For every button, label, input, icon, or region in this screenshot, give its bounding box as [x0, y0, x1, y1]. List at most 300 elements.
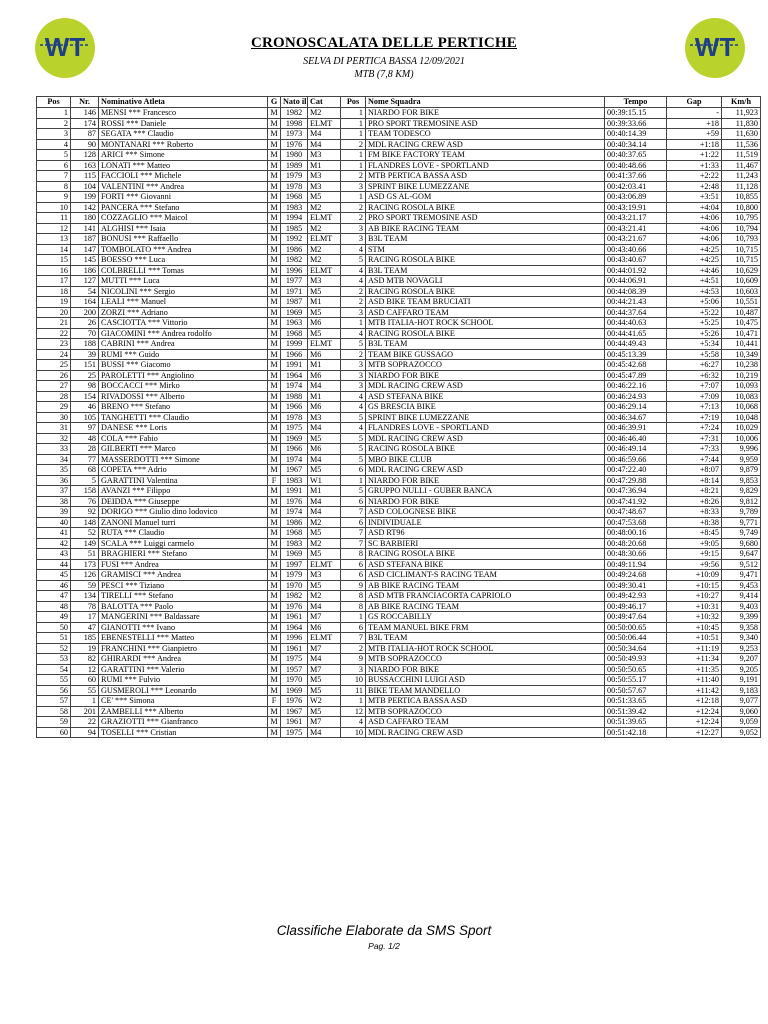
athlete-cell: ZORZI *** Adriano [99, 307, 268, 318]
bib-cell: 52 [71, 528, 99, 539]
born-cell: 1975 [281, 423, 308, 434]
gender-cell: M [268, 213, 281, 224]
table-row [37, 192, 761, 203]
team-cell: MDL RACING CREW ASD [366, 139, 605, 150]
table-row [37, 517, 761, 528]
speed-cell: 9,647 [722, 549, 761, 560]
gap-cell: +2:22 [667, 171, 722, 182]
gender-cell: M [268, 612, 281, 623]
time-cell: 00:46:49.14 [605, 444, 667, 455]
table-row [37, 664, 761, 675]
team-cell: NIARDO FOR BIKE [366, 475, 605, 486]
time-cell: 00:50:06.44 [605, 633, 667, 644]
table-row [37, 360, 761, 371]
category-pos-cell: 8 [341, 591, 366, 602]
category-pos-cell: 7 [341, 528, 366, 539]
table-row [37, 643, 761, 654]
bib-cell: 47 [71, 622, 99, 633]
time-cell: 00:45:13.39 [605, 349, 667, 360]
bib-cell: 146 [71, 108, 99, 119]
gender-cell: M [268, 255, 281, 266]
gender-cell: M [268, 171, 281, 182]
table-row [37, 454, 761, 465]
pos-cell: 39 [37, 507, 71, 518]
time-cell: 00:44:49.43 [605, 339, 667, 350]
speed-cell: 10,855 [722, 192, 761, 203]
gender-cell: M [268, 486, 281, 497]
table-row [37, 129, 761, 140]
team-cell: AB BIKE RACING TEAM [366, 601, 605, 612]
gender-cell: M [268, 339, 281, 350]
time-cell: 00:47:48.67 [605, 507, 667, 518]
category-pos-cell: 7 [341, 507, 366, 518]
category-cell: ELMT [308, 118, 341, 129]
bib-cell: 98 [71, 381, 99, 392]
category-cell: M2 [308, 538, 341, 549]
time-cell: 00:51:33.65 [605, 696, 667, 707]
pos-cell: 11 [37, 213, 71, 224]
time-cell: 00:45:42.68 [605, 360, 667, 371]
speed-cell: 9,358 [722, 622, 761, 633]
table-row [37, 570, 761, 581]
time-cell: 00:44:06.91 [605, 276, 667, 287]
pos-cell: 4 [37, 139, 71, 150]
col-header-time: Tempo [605, 97, 667, 108]
team-cell: FM BIKE FACTORY TEAM [366, 150, 605, 161]
born-cell: 1964 [281, 370, 308, 381]
category-cell: M5 [308, 307, 341, 318]
speed-cell: 9,996 [722, 444, 761, 455]
gender-cell: M [268, 549, 281, 560]
gap-cell: +5:58 [667, 349, 722, 360]
time-cell: 00:43:19.91 [605, 202, 667, 213]
speed-cell: 9,399 [722, 612, 761, 623]
gender-cell: M [268, 307, 281, 318]
category-pos-cell: 3 [341, 360, 366, 371]
speed-cell: 11,536 [722, 139, 761, 150]
pos-cell: 28 [37, 391, 71, 402]
born-cell: 1966 [281, 402, 308, 413]
born-cell: 1989 [281, 160, 308, 171]
pos-cell: 34 [37, 454, 71, 465]
athlete-cell: DORIGO *** Giulio dino lodovico [99, 507, 268, 518]
col-header-born: Nato il [281, 97, 308, 108]
category-pos-cell: 1 [341, 129, 366, 140]
bib-cell: 78 [71, 601, 99, 612]
gender-cell: M [268, 402, 281, 413]
born-cell: 1982 [281, 591, 308, 602]
category-cell: M4 [308, 381, 341, 392]
pos-cell: 10 [37, 202, 71, 213]
pos-cell: 38 [37, 496, 71, 507]
category-pos-cell: 8 [341, 601, 366, 612]
pos-cell: 57 [37, 696, 71, 707]
speed-cell: 10,795 [722, 213, 761, 224]
bib-cell: 126 [71, 570, 99, 581]
pos-cell: 47 [37, 591, 71, 602]
gender-cell: M [268, 517, 281, 528]
born-cell: 1969 [281, 307, 308, 318]
pos-cell: 50 [37, 622, 71, 633]
time-cell: 00:49:42.93 [605, 591, 667, 602]
table-row [37, 580, 761, 591]
pos-cell: 5 [37, 150, 71, 161]
team-cell: MDL RACING CREW ASD [366, 433, 605, 444]
category-pos-cell: 7 [341, 633, 366, 644]
gap-cell: +7:07 [667, 381, 722, 392]
table-row [37, 706, 761, 717]
time-cell: 00:43:21.17 [605, 213, 667, 224]
gap-cell: +7:09 [667, 391, 722, 402]
team-cell: MBO BIKE CLUB [366, 454, 605, 465]
time-cell: 00:49:24.68 [605, 570, 667, 581]
team-cell: SPRINT BIKE LUMEZZANE [366, 412, 605, 423]
gender-cell: M [268, 328, 281, 339]
gap-cell: +4:25 [667, 255, 722, 266]
gap-cell: +4:46 [667, 265, 722, 276]
gap-cell: +9:05 [667, 538, 722, 549]
speed-cell: 10,603 [722, 286, 761, 297]
time-cell: 00:39:15.15 [605, 108, 667, 119]
pos-cell: 25 [37, 360, 71, 371]
athlete-cell: GIANOTTI *** Ivano [99, 622, 268, 633]
speed-cell: 10,006 [722, 433, 761, 444]
team-cell: GRUPPO NULLI - GUBER BANCA [366, 486, 605, 497]
gender-cell: M [268, 129, 281, 140]
table-row [37, 213, 761, 224]
category-cell: ELMT [308, 339, 341, 350]
gap-cell: +12:24 [667, 717, 722, 728]
athlete-cell: SEGATA *** Claudio [99, 129, 268, 140]
gender-cell: M [268, 570, 281, 581]
gender-cell: M [268, 192, 281, 203]
pos-cell: 7 [37, 171, 71, 182]
born-cell: 1974 [281, 381, 308, 392]
gender-cell: M [268, 654, 281, 665]
bib-cell: 19 [71, 643, 99, 654]
bib-cell: 180 [71, 213, 99, 224]
bib-cell: 115 [71, 171, 99, 182]
gap-cell: +9:56 [667, 559, 722, 570]
speed-cell: 9,789 [722, 507, 761, 518]
table-row [37, 276, 761, 287]
gender-cell: M [268, 360, 281, 371]
bib-cell: 90 [71, 139, 99, 150]
pos-cell: 48 [37, 601, 71, 612]
born-cell: 1961 [281, 612, 308, 623]
table-row [37, 202, 761, 213]
speed-cell: 9,853 [722, 475, 761, 486]
gap-cell: +10:32 [667, 612, 722, 623]
team-cell: TEAM TODESCO [366, 129, 605, 140]
team-cell: TEAM BIKE GUSSAGO [366, 349, 605, 360]
athlete-cell: AVANZI *** Filippo [99, 486, 268, 497]
gender-cell: M [268, 160, 281, 171]
team-cell: STM [366, 244, 605, 255]
gender-cell: M [268, 465, 281, 476]
pos-cell: 17 [37, 276, 71, 287]
team-cell: B3L TEAM [366, 633, 605, 644]
table-row [37, 391, 761, 402]
category-cell: M5 [308, 286, 341, 297]
category-pos-cell: 2 [341, 297, 366, 308]
team-cell: RACING ROSOLA BIKE [366, 202, 605, 213]
bib-cell: 54 [71, 286, 99, 297]
born-cell: 1968 [281, 328, 308, 339]
athlete-cell: DEIDDA *** Giuseppe [99, 496, 268, 507]
gap-cell: +1:22 [667, 150, 722, 161]
category-pos-cell: 5 [341, 433, 366, 444]
category-pos-cell: 2 [341, 349, 366, 360]
gender-cell: M [268, 727, 281, 738]
speed-cell: 9,340 [722, 633, 761, 644]
team-cell: PRO SPORT TREMOSINE ASD [366, 118, 605, 129]
speed-cell: 9,077 [722, 696, 761, 707]
pos-cell: 31 [37, 423, 71, 434]
table-row [37, 370, 761, 381]
speed-cell: 9,771 [722, 517, 761, 528]
time-cell: 00:46:34.67 [605, 412, 667, 423]
col-header-category-pos: Pos [341, 97, 366, 108]
athlete-cell: BRENO *** Stefano [99, 402, 268, 413]
bib-cell: 12 [71, 664, 99, 675]
category-pos-cell: 3 [341, 381, 366, 392]
category-cell: M1 [308, 391, 341, 402]
category-cell: ELMT [308, 559, 341, 570]
time-cell: 00:48:00.16 [605, 528, 667, 539]
table-row [37, 223, 761, 234]
speed-cell: 9,253 [722, 643, 761, 654]
athlete-cell: BONUSI *** Raffaello [99, 234, 268, 245]
team-cell: GS BRESCIA BIKE [366, 402, 605, 413]
athlete-cell: ZAMBELLI *** Alberto [99, 706, 268, 717]
time-cell: 00:49:30.41 [605, 580, 667, 591]
pos-cell: 26 [37, 370, 71, 381]
gap-cell: +11:19 [667, 643, 722, 654]
time-cell: 00:43:40.67 [605, 255, 667, 266]
time-cell: 00:49:47.64 [605, 612, 667, 623]
team-cell: RACING ROSOLA BIKE [366, 549, 605, 560]
born-cell: 1963 [281, 318, 308, 329]
athlete-cell: RUMI *** Guido [99, 349, 268, 360]
category-cell: M5 [308, 528, 341, 539]
gender-cell: M [268, 675, 281, 686]
table-row [37, 538, 761, 549]
time-cell: 00:50:55.17 [605, 675, 667, 686]
team-cell: MTB ITALIA-HOT ROCK SCHOOL [366, 318, 605, 329]
team-cell: AB BIKE RACING TEAM [366, 223, 605, 234]
table-row [37, 412, 761, 423]
born-cell: 1978 [281, 412, 308, 423]
col-header-gap: Gap [667, 97, 722, 108]
gap-cell: +11:42 [667, 685, 722, 696]
gap-cell: +4:04 [667, 202, 722, 213]
gap-cell: +12:27 [667, 727, 722, 738]
page-footer [0, 923, 768, 952]
category-pos-cell: 1 [341, 612, 366, 623]
athlete-cell: ALGHISI *** Isaia [99, 223, 268, 234]
gender-cell: M [268, 108, 281, 119]
pos-cell: 59 [37, 717, 71, 728]
time-cell: 00:47:36.94 [605, 486, 667, 497]
born-cell: 1991 [281, 486, 308, 497]
time-cell: 00:47:53.68 [605, 517, 667, 528]
pos-cell: 43 [37, 549, 71, 560]
bib-cell: 87 [71, 129, 99, 140]
time-cell: 00:41:37.66 [605, 171, 667, 182]
gap-cell: +5:26 [667, 328, 722, 339]
athlete-cell: GHIRARDI *** Andrea [99, 654, 268, 665]
col-header-team: Nome Squadra [366, 97, 605, 108]
bib-cell: 22 [71, 717, 99, 728]
athlete-cell: COLA *** Fabio [99, 433, 268, 444]
table-row [37, 601, 761, 612]
athlete-cell: GARATTINI Valentina [99, 475, 268, 486]
gender-cell: M [268, 139, 281, 150]
gender-cell: M [268, 181, 281, 192]
athlete-cell: LEALI *** Manuel [99, 297, 268, 308]
pos-cell: 15 [37, 255, 71, 266]
pos-cell: 22 [37, 328, 71, 339]
speed-cell: 9,414 [722, 591, 761, 602]
col-header-nr: Nr. [71, 97, 99, 108]
table-row [37, 118, 761, 129]
pos-cell: 16 [37, 265, 71, 276]
born-cell: 1976 [281, 139, 308, 150]
pos-cell: 29 [37, 402, 71, 413]
table-row [37, 549, 761, 560]
pos-cell: 52 [37, 643, 71, 654]
born-cell: 1994 [281, 213, 308, 224]
gap-cell: +4:51 [667, 276, 722, 287]
gap-cell: +8:45 [667, 528, 722, 539]
bib-cell: 154 [71, 391, 99, 402]
event-location-date: SELVA DI PERTICA BASSA 12/09/2021 [303, 56, 465, 67]
gender-cell: M [268, 150, 281, 161]
athlete-cell: TOMBOLATO *** Andrea [99, 244, 268, 255]
table-row [37, 181, 761, 192]
pos-cell: 20 [37, 307, 71, 318]
gap-cell: +10:31 [667, 601, 722, 612]
speed-cell: 10,793 [722, 234, 761, 245]
born-cell: 1969 [281, 549, 308, 560]
table-row [37, 433, 761, 444]
table-row [37, 444, 761, 455]
athlete-cell: EBENESTELLI *** Matteo [99, 633, 268, 644]
table-row [37, 171, 761, 182]
table-row [37, 255, 761, 266]
category-pos-cell: 2 [341, 286, 366, 297]
team-cell: MDL RACING CREW ASD [366, 465, 605, 476]
athlete-cell: TOSELLI *** Cristian [99, 727, 268, 738]
gap-cell: +8:07 [667, 465, 722, 476]
category-cell: M4 [308, 654, 341, 665]
page-title: CRONOSCALATA DELLE PERTICHE [250, 35, 518, 51]
bib-cell: 149 [71, 538, 99, 549]
category-pos-cell: 4 [341, 391, 366, 402]
table-row [37, 318, 761, 329]
speed-cell: 11,467 [722, 160, 761, 171]
category-cell: M1 [308, 297, 341, 308]
bib-cell: 187 [71, 234, 99, 245]
pos-cell: 8 [37, 181, 71, 192]
speed-cell: 10,475 [722, 318, 761, 329]
born-cell: 1957 [281, 664, 308, 675]
speed-cell: 9,959 [722, 454, 761, 465]
gap-cell: +7:13 [667, 402, 722, 413]
speed-cell: 10,487 [722, 307, 761, 318]
speed-cell: 10,715 [722, 255, 761, 266]
speed-cell: 11,923 [722, 108, 761, 119]
bib-cell: 76 [71, 496, 99, 507]
time-cell: 00:51:42.18 [605, 727, 667, 738]
born-cell: 1998 [281, 118, 308, 129]
category-cell: M4 [308, 507, 341, 518]
gender-cell: M [268, 685, 281, 696]
speed-cell: 10,629 [722, 265, 761, 276]
team-cell: B3L TEAM [366, 339, 605, 350]
time-cell: 00:44:41.65 [605, 328, 667, 339]
gender-cell: M [268, 580, 281, 591]
gender-cell: M [268, 202, 281, 213]
gap-cell: +6:32 [667, 370, 722, 381]
time-cell: 00:50:49.93 [605, 654, 667, 665]
table-row [37, 381, 761, 392]
born-cell: 1974 [281, 507, 308, 518]
gap-cell: +10:09 [667, 570, 722, 581]
bib-cell: 173 [71, 559, 99, 570]
bib-cell: 55 [71, 685, 99, 696]
gap-cell: +7:44 [667, 454, 722, 465]
category-cell: M3 [308, 171, 341, 182]
time-cell: 00:46:22.16 [605, 381, 667, 392]
born-cell: 1976 [281, 696, 308, 707]
gender-cell: M [268, 444, 281, 455]
category-cell: M7 [308, 643, 341, 654]
pos-cell: 33 [37, 444, 71, 455]
born-cell: 1976 [281, 601, 308, 612]
category-pos-cell: 6 [341, 622, 366, 633]
athlete-cell: COPETA *** Adrio [99, 465, 268, 476]
time-cell: 00:43:40.66 [605, 244, 667, 255]
team-cell: NIARDO FOR BIKE [366, 496, 605, 507]
category-pos-cell: 1 [341, 318, 366, 329]
time-cell: 00:40:34.14 [605, 139, 667, 150]
pos-cell: 45 [37, 570, 71, 581]
category-cell: M7 [308, 612, 341, 623]
athlete-cell: FRANCHINI *** Gianpietro [99, 643, 268, 654]
gap-cell: +5:22 [667, 307, 722, 318]
gap-cell: +6:27 [667, 360, 722, 371]
gender-cell: M [268, 601, 281, 612]
pos-cell: 14 [37, 244, 71, 255]
table-row [37, 486, 761, 497]
time-cell: 00:45:47.89 [605, 370, 667, 381]
category-pos-cell: 5 [341, 255, 366, 266]
pos-cell: 37 [37, 486, 71, 497]
category-pos-cell: 11 [341, 685, 366, 696]
gap-cell: +1:18 [667, 139, 722, 150]
speed-cell: 11,630 [722, 129, 761, 140]
category-pos-cell: 5 [341, 486, 366, 497]
speed-cell: 9,512 [722, 559, 761, 570]
athlete-cell: MUTTI *** Luca [99, 276, 268, 287]
time-cell: 00:50:50.65 [605, 664, 667, 675]
born-cell: 1992 [281, 234, 308, 245]
athlete-cell: RUTA *** Claudio [99, 528, 268, 539]
gap-cell: +4:06 [667, 223, 722, 234]
results-table [36, 96, 761, 738]
